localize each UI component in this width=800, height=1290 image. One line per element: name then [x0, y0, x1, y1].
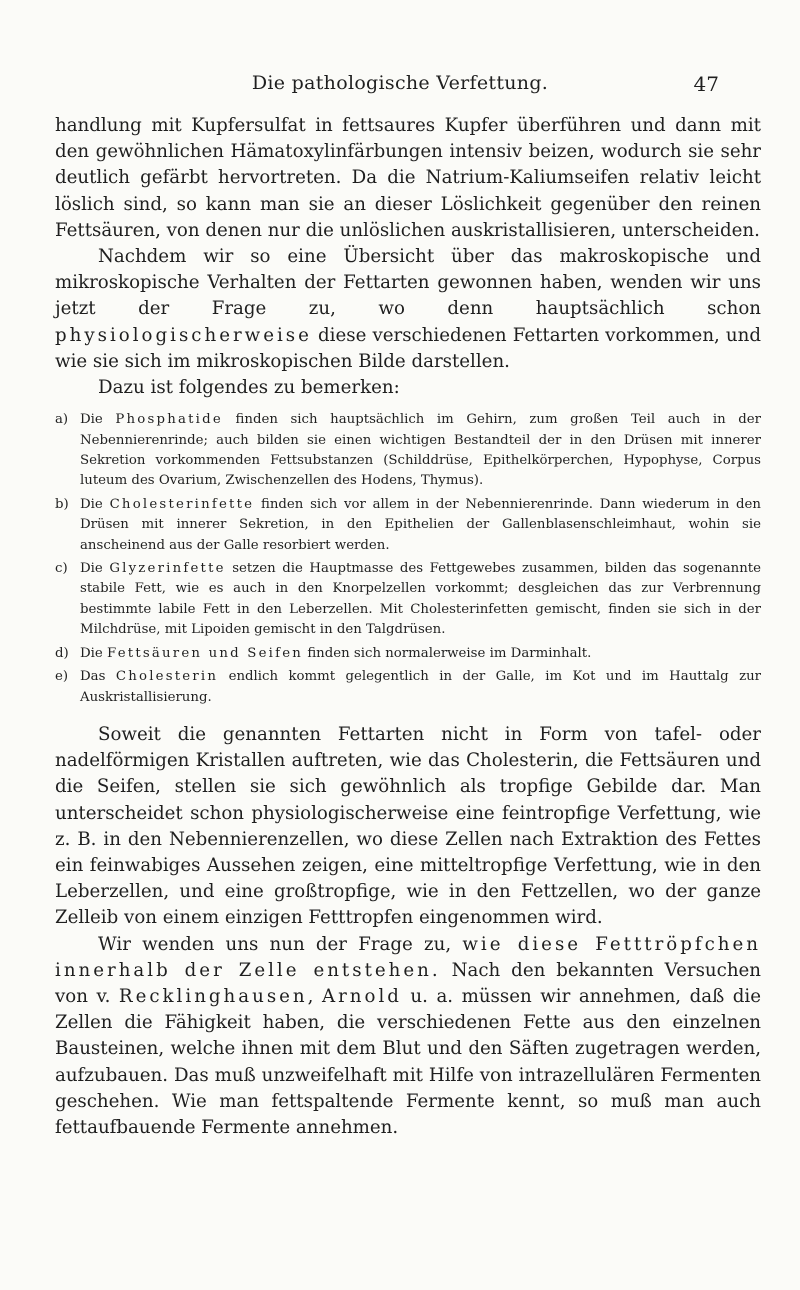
paragraph-continuation: handlung mit Kupfersulfat in fettsaures Kupfer überführen und dann mit den gewöhnlichen Hämatoxylinfärbungen intensiv beizen, wodurch sie sehr deutlich gefärbt hervortreten. Da die Natrium-Kaliumseifen relativ leicht löslich sind, so kann man sie an dieser Löslichkeit gegenüber den reinen Fettsäuren, von denen nur die unlöslichen auskristallisieren, unterscheiden.	[55, 115, 761, 241]
list-item	[55, 644, 761, 664]
list-item	[55, 410, 761, 492]
list-marker: a)	[55, 412, 69, 428]
page-header	[55, 72, 745, 98]
list-article: Die	[80, 412, 103, 428]
list-marker: b)	[55, 496, 69, 512]
list-term: Cholesterinfette	[109, 496, 255, 512]
text-run: u. a. müssen wir annehmen, daß die Zellen die Fähigkeit haben, die verschiedenen Fette aus den einzelnen Bausteinen, welche ihnen mit dem Blut und den Säften zugetragen werden, aufzubauen. Das muß unzweifelhaft mit Hilfe von intrazellulären Fermenten geschehen. Wie man fettspaltende Fermente kennt, so muß man auch fettaufbauende Fermente annehmen.	[55, 985, 761, 1138]
list-marker: d)	[55, 645, 69, 661]
paragraph-overview	[55, 244, 761, 375]
text-run: Wir wenden uns nun der Frage zu,	[98, 933, 463, 955]
text-run: diese verschiedenen Fettarten vorkommen, und wie sie sich im mikroskopischen Bilde darstellen.	[55, 324, 761, 372]
list-term: Fettsäuren und Seifen	[107, 645, 304, 661]
paragraph-formation	[55, 932, 761, 1142]
list-item	[55, 667, 761, 708]
list-article: Die	[80, 496, 103, 512]
fat-types-list	[55, 410, 761, 708]
list-text: finden sich normalerweise im Darminhalt.	[307, 645, 592, 661]
list-term: Phosphatide	[115, 412, 223, 428]
text-run: Nachdem wir so eine Übersicht über das makroskopische und mikroskopische Verhalten der Fettarten gewonnen haben, wenden wir uns jetzt der Frage zu, wo denn hauptsächlich schon	[55, 246, 761, 320]
list-text: finden sich hauptsächlich im Gehirn, zum großen Teil auch in der Nebennierenrinde; auch bilden sie einen wichtigen Bestandteil der in den Drüsen mit innerer Sekretion vorkommenden Fettsubstanzen (Schilddrüse, Epithelkörperchen, Hypophyse, Corpus luteum des Ovarium, Zwischenzellen des Hodens, Thymus).	[80, 412, 761, 489]
list-text: finden sich vor allem in der Nebennierenrinde. Dann wiederum in den Drüsen mit innerer Sekretion, in den Epithelien der Gallenblasenschleimhaut, wohin sie anscheinend aus der Galle resorbiert werden.	[80, 496, 761, 553]
list-term: Glyzerinfette	[109, 561, 226, 577]
paragraph-droplets: Soweit die genannten Fettarten nicht in Form von tafel- oder nadelförmigen Kristallen auftreten, wie das Cholesterin, die Fettsäuren und die Seifen, stellen sie sich gewöhnlich als tropfige Gebilde dar. Man unterscheidet schon physiologischerweise eine feintropfige Verfettung, wie z. B. in den Nebennierenzellen, wo diese Zellen nach Extraktion des Fettes ein feinwabiges Aussehen zeigen, eine mitteltropfige Verfettung, wie in den Leberzellen, und eine großtropfige, wie in den Fettzellen, wo der ganze Zelleib von einem einzigen Fetttropfen eingenommen wird.	[55, 723, 761, 929]
list-article: Die	[80, 645, 103, 661]
text-run: Nach den bekannten Versuchen von v.	[55, 959, 762, 1007]
page-body	[55, 113, 761, 1141]
author-name: Recklinghausen	[118, 985, 308, 1007]
list-article: Das	[80, 669, 106, 685]
list-article: Die	[80, 561, 103, 577]
running-title: Die pathologische Verfettung.	[251, 72, 549, 94]
list-item	[55, 559, 761, 641]
list-text: setzen die Hauptmasse des Fettgewebes zusammen, bilden das sogenannte stabile Fett, wie es auch in den Knorpelzellen vorkommt; desgleichen das zur Verbrennung bestimmte labile Fett in den Leberzellen. Mit Cholesterinfetten gemischt, finden sie sich in der Milchdrüse, mit Lipoiden gemischt in den Talgdrüsen.	[80, 561, 761, 638]
list-term: Cholesterin	[115, 669, 219, 685]
emphasis-spaced: physiologischerweise	[55, 324, 312, 346]
emphasis-spaced: wie diese Fetttröpfchen innerhalb der Zelle entstehen.	[55, 933, 761, 981]
paragraph-intro-list: Dazu ist folgendes zu bemerken:	[98, 377, 400, 399]
list-marker: c)	[55, 561, 68, 577]
text-run: ,	[307, 985, 322, 1007]
list-text: endlich kommt gelegentlich in der Galle, im Kot und im Hauttalg zur Auskristallisierung.	[80, 669, 762, 705]
author-name: Arnold	[321, 985, 402, 1007]
page-number: 47	[693, 72, 719, 96]
list-marker: e)	[55, 669, 69, 685]
list-item	[55, 495, 761, 556]
